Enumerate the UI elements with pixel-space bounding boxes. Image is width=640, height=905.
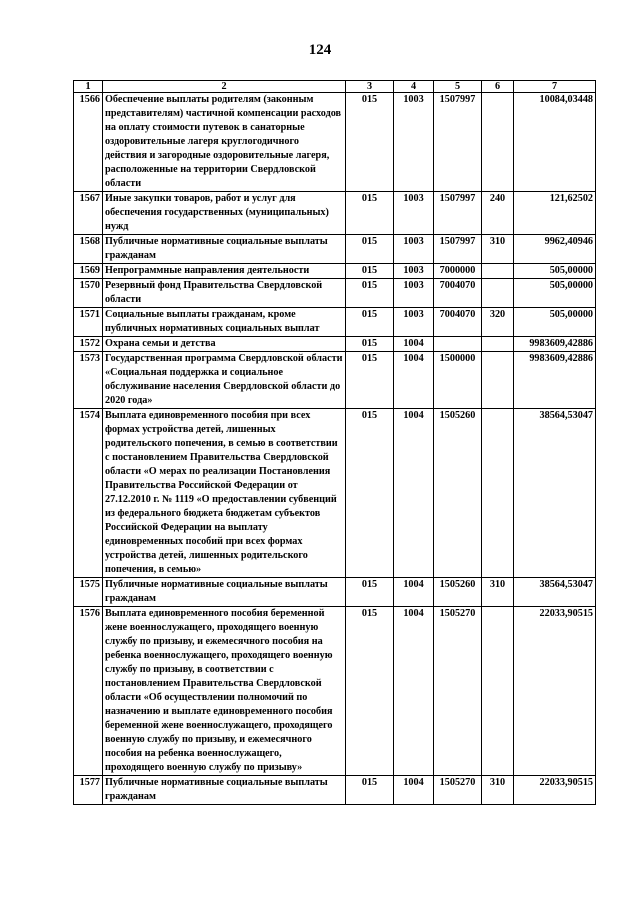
table-row	[74, 264, 596, 279]
table-row	[74, 235, 596, 264]
row-sum: 38564,53047	[514, 578, 596, 607]
row-cs: 7004070	[434, 308, 482, 337]
row-number: 1574	[74, 409, 103, 578]
row-rz: 1004	[394, 776, 434, 805]
row-name: Непрограммные направления деятельности	[103, 264, 346, 279]
row-ved: 015	[346, 352, 394, 409]
row-rz: 1004	[394, 352, 434, 409]
row-rz: 1003	[394, 235, 434, 264]
header-cell: 3	[346, 81, 394, 93]
header-cell: 1	[74, 81, 103, 93]
row-ved: 015	[346, 337, 394, 352]
row-ved: 015	[346, 279, 394, 308]
row-name: Социальные выплаты гражданам, кроме публичных нормативных социальных выплат	[103, 308, 346, 337]
row-rz: 1004	[394, 409, 434, 578]
row-cs: 1505260	[434, 578, 482, 607]
row-rz: 1003	[394, 279, 434, 308]
table-row	[74, 192, 596, 235]
row-cs: 1507997	[434, 93, 482, 192]
row-name: Публичные нормативные социальные выплаты гражданам	[103, 776, 346, 805]
row-ved: 015	[346, 776, 394, 805]
header-cell: 4	[394, 81, 434, 93]
row-cs: 1507997	[434, 235, 482, 264]
row-name: Государственная программа Свердловской области «Социальная поддержка и социальное обслуживание населения Свердловской области до 2020 года»	[103, 352, 346, 409]
row-name: Обеспечение выплаты родителям (законным представителям) частичной компенсации расходов на оплату стоимости путевок в санаторные оздоровительные лагеря круглогодичного действия и загородные оздоровительные лагеря, расположенные на территории Свердловской области	[103, 93, 346, 192]
row-sum: 10084,03448	[514, 93, 596, 192]
row-number: 1577	[74, 776, 103, 805]
row-cs: 1507997	[434, 192, 482, 235]
row-rz: 1004	[394, 578, 434, 607]
row-sum: 505,00000	[514, 308, 596, 337]
table-row	[74, 308, 596, 337]
row-cs: 1505260	[434, 409, 482, 578]
row-cs: 1500000	[434, 352, 482, 409]
row-number: 1568	[74, 235, 103, 264]
row-ved: 015	[346, 192, 394, 235]
row-number: 1569	[74, 264, 103, 279]
row-name: Публичные нормативные социальные выплаты гражданам	[103, 235, 346, 264]
row-vr: 310	[482, 776, 514, 805]
row-ved: 015	[346, 93, 394, 192]
row-vr: 240	[482, 192, 514, 235]
budget-table	[73, 80, 596, 805]
header-cell: 2	[103, 81, 346, 93]
row-ved: 015	[346, 264, 394, 279]
row-cs: 1505270	[434, 776, 482, 805]
row-rz: 1003	[394, 264, 434, 279]
row-rz: 1003	[394, 308, 434, 337]
row-vr	[482, 352, 514, 409]
row-name: Выплата единовременного пособия при всех формах устройства детей, лишенных родительского попечения, в семью в соответствии с постановлением Правительства Свердловской области «О мерах по реализации Постановления Правительства Российской Федерации от 27.12.2010 г. № 1119 «О предоставлении субвенций из федерального бюджета бюджетам субъектов Российской Федерации на выплату единовременных пособий при всех формах устройства детей, лишенных родительского попечения, в семью»	[103, 409, 346, 578]
row-name: Охрана семьи и детства	[103, 337, 346, 352]
table-header-row	[74, 81, 596, 93]
row-number: 1567	[74, 192, 103, 235]
row-rz: 1003	[394, 93, 434, 192]
row-vr	[482, 337, 514, 352]
row-sum: 9983609,42886	[514, 337, 596, 352]
row-number: 1576	[74, 607, 103, 776]
row-vr	[482, 607, 514, 776]
header-cell: 6	[482, 81, 514, 93]
row-sum: 22033,90515	[514, 776, 596, 805]
row-sum: 505,00000	[514, 264, 596, 279]
row-vr	[482, 93, 514, 192]
row-ved: 015	[346, 607, 394, 776]
row-number: 1571	[74, 308, 103, 337]
row-name: Выплата единовременного пособия беременной жене военнослужащего, проходящего военную службу по призыву, и ежемесячного пособия на ребенка военнослужащего, проходящего военную службу по призыву, в соответствии с постановлением Правительства Свердловской области «Об осуществлении полномочий по назначению и выплате единовременного пособия беременной жене военнослужащего, проходящего военную службу по призыву, и ежемесячного пособия на ребенка военнослужащего, проходящего военную службу по призыву»	[103, 607, 346, 776]
row-sum: 22033,90515	[514, 607, 596, 776]
row-number: 1572	[74, 337, 103, 352]
table-row	[74, 776, 596, 805]
row-vr	[482, 279, 514, 308]
row-vr	[482, 409, 514, 578]
table-row	[74, 93, 596, 192]
row-ved: 015	[346, 409, 394, 578]
row-cs: 7000000	[434, 264, 482, 279]
row-ved: 015	[346, 235, 394, 264]
table-row	[74, 578, 596, 607]
row-vr: 320	[482, 308, 514, 337]
table-row	[74, 607, 596, 776]
header-cell: 5	[434, 81, 482, 93]
row-name: Публичные нормативные социальные выплаты гражданам	[103, 578, 346, 607]
row-name: Иные закупки товаров, работ и услуг для обеспечения государственных (муниципальных) нужд	[103, 192, 346, 235]
row-number: 1566	[74, 93, 103, 192]
row-cs	[434, 337, 482, 352]
row-sum: 9983609,42886	[514, 352, 596, 409]
table-row	[74, 337, 596, 352]
row-rz: 1003	[394, 192, 434, 235]
row-sum: 38564,53047	[514, 409, 596, 578]
row-sum: 9962,40946	[514, 235, 596, 264]
row-number: 1573	[74, 352, 103, 409]
table-row	[74, 352, 596, 409]
table-row	[74, 409, 596, 578]
row-name: Резервный фонд Правительства Свердловской области	[103, 279, 346, 308]
row-ved: 015	[346, 308, 394, 337]
row-sum: 505,00000	[514, 279, 596, 308]
row-rz: 1004	[394, 607, 434, 776]
row-rz: 1004	[394, 337, 434, 352]
table-row	[74, 279, 596, 308]
row-vr: 310	[482, 235, 514, 264]
row-number: 1570	[74, 279, 103, 308]
row-ved: 015	[346, 578, 394, 607]
row-vr: 310	[482, 578, 514, 607]
header-cell: 7	[514, 81, 596, 93]
row-number: 1575	[74, 578, 103, 607]
row-cs: 7004070	[434, 279, 482, 308]
row-cs: 1505270	[434, 607, 482, 776]
row-vr	[482, 264, 514, 279]
page-number: 124	[308, 42, 332, 58]
row-sum: 121,62502	[514, 192, 596, 235]
